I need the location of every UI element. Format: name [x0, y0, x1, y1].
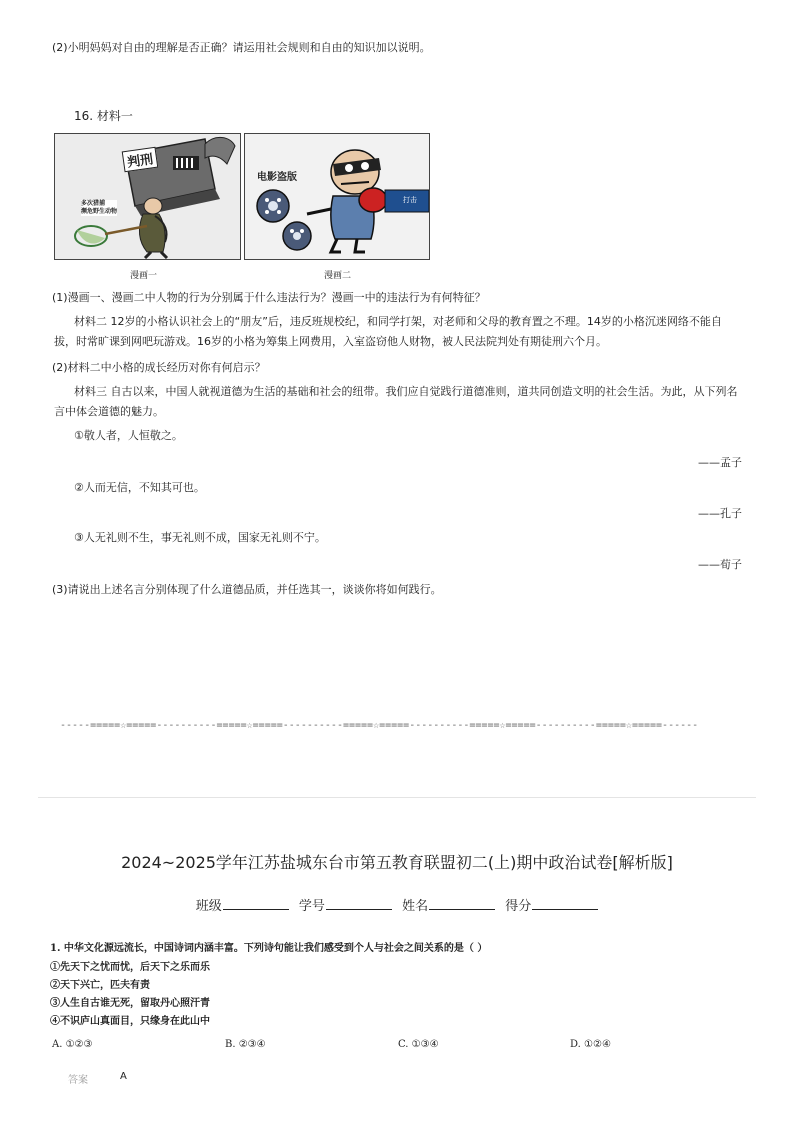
comic-one-caption: 漫画一: [130, 271, 158, 281]
quote-three: ③人无礼则不生，事无礼则不成，国家无礼则不宁。: [74, 531, 326, 544]
comic-one: [54, 133, 241, 260]
comic-two-illustration: [245, 134, 429, 259]
poem-item-one: ①先天下之忧而忧，后天下之乐而乐: [50, 962, 210, 973]
comic-one-sign: 判刑: [122, 147, 159, 173]
page-break-line: [38, 797, 756, 798]
q16-part1: (1)漫画一、漫画二中人物的行为分别属于什么违法行为？漫画一中的违法行为有何特征？: [52, 291, 486, 304]
exam-title: 2024~2025学年江苏盐城东台市第五教育联盟初二(上)期中政治试卷[解析版]: [121, 853, 673, 872]
q15-part2: (2)小明妈妈对自由的理解是否正确？请运用社会规则和自由的知识加以说明。: [52, 41, 431, 54]
answer-label: 答案: [68, 1075, 88, 1086]
comic-one-tag: 多次猎捕 濒危野生动物: [81, 200, 118, 215]
option-d[interactable]: D. ①②④: [570, 1039, 611, 1050]
comic-two-caption: 漫画二: [324, 271, 352, 281]
poem-item-two: ②天下兴亡，匹夫有责: [50, 980, 150, 991]
quote-two-author: ——孔子: [698, 507, 742, 520]
option-a[interactable]: A. ①②③: [52, 1039, 93, 1050]
poem-item-four: ④不识庐山真面目，只缘身在此山中: [50, 1016, 210, 1027]
quote-one-author: ——孟子: [698, 456, 742, 469]
poem-item-three: ③人生自古谁无死，留取丹心照汗青: [50, 998, 210, 1009]
quote-two: ②人而无信，不知其可也。: [74, 481, 205, 494]
comic-two-label: 电影盗版: [257, 172, 297, 183]
q16-label: 16. 材料一: [74, 109, 133, 123]
q16-part2: (2)材料二中小格的成长经历对你有何启示？: [52, 361, 266, 374]
comic-two: [244, 133, 430, 260]
student-info-row: [0, 895, 794, 914]
class-field[interactable]: 班级: [196, 895, 289, 914]
quote-three-author: ——荀子: [698, 558, 742, 571]
comic-two-fist-text: 打击: [403, 196, 417, 204]
section-divider: -----=====☆=====----------=====☆=====----------=====☆=====----------=====☆=====----------=====☆=====------: [60, 720, 699, 731]
quote-one: ①敬人者，人恒敬之。: [74, 429, 183, 442]
question-one-stem: 1. 中华文化源远流长，中国诗词内涵丰富。下列诗句能让我们感受到个人与社会之间关系的是（ ）: [50, 943, 488, 954]
option-b[interactable]: B. ②③④: [225, 1039, 266, 1050]
score-field[interactable]: 得分: [505, 895, 598, 914]
material-two: 材料二 12岁的小格认识社会上的“朋友”后，违反班规校纪，和同学打架，对老师和父母的教育置之不理。14岁的小格沉迷网络不能自拔，时常旷课到网吧玩游戏。16岁的小格为筹集上网费用，入室盗窃他人财物，被人民法院判处有期徒刑六个月。: [54, 315, 722, 348]
q16-part3: (3)请说出上述名言分别体现了什么道德品质，并任选其一，谈谈你将如何践行。: [52, 583, 442, 596]
option-c[interactable]: C. ①③④: [398, 1039, 439, 1050]
material-three: 材料三 自古以来，中国人就视道德为生活的基础和社会的纽带。我们应自觉践行道德准则，道共同创造文明的社会生活。为此，从下列名言中体会道德的魅力。: [54, 385, 738, 418]
student-number-field[interactable]: 学号: [299, 895, 392, 914]
answer-value: A: [120, 1071, 127, 1082]
name-field[interactable]: 姓名: [402, 895, 495, 914]
